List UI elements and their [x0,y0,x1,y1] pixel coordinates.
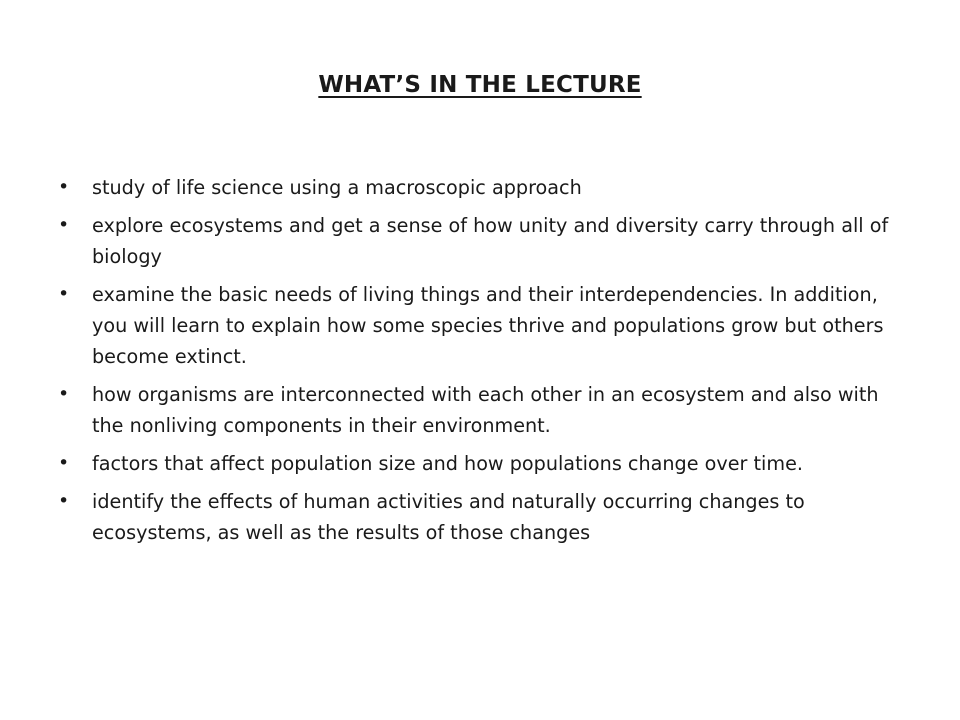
bullet-text: study of life science using a macroscopic approach [92,176,582,199]
bullet-text: how organisms are interconnected with each other in an ecosystem and also with the nonliving components in their environment. [92,383,879,437]
bullet-text: examine the basic needs of living things and their interdependencies. In addition, you will learn to explain how some species thrive and populations grow but others become extinct. [92,283,884,368]
bullet-dot-icon: • [58,490,70,512]
bullet-item [58,379,908,441]
bullet-item [58,486,908,548]
bullet-dot-icon: • [58,383,70,405]
bullet-dot-icon: • [58,452,70,474]
bullet-text: explore ecosystems and get a sense of how unity and diversity carry through all of biology [92,214,889,268]
bullet-item [58,279,908,372]
bullet-dot-icon: • [58,283,70,305]
bullet-text: identify the effects of human activities and naturally occurring changes to ecosystems, as well as the results of those changes [92,490,805,544]
bullet-dot-icon: • [58,176,70,198]
bullet-item [58,172,908,203]
bullet-list [58,172,908,555]
bullet-dot-icon: • [58,214,70,236]
slide-title: WHAT’S IN THE LECTURE [318,72,642,98]
bullet-item [58,448,908,479]
bullet-text: factors that affect population size and how populations change over time. [92,452,803,475]
bullet-item [58,210,908,272]
